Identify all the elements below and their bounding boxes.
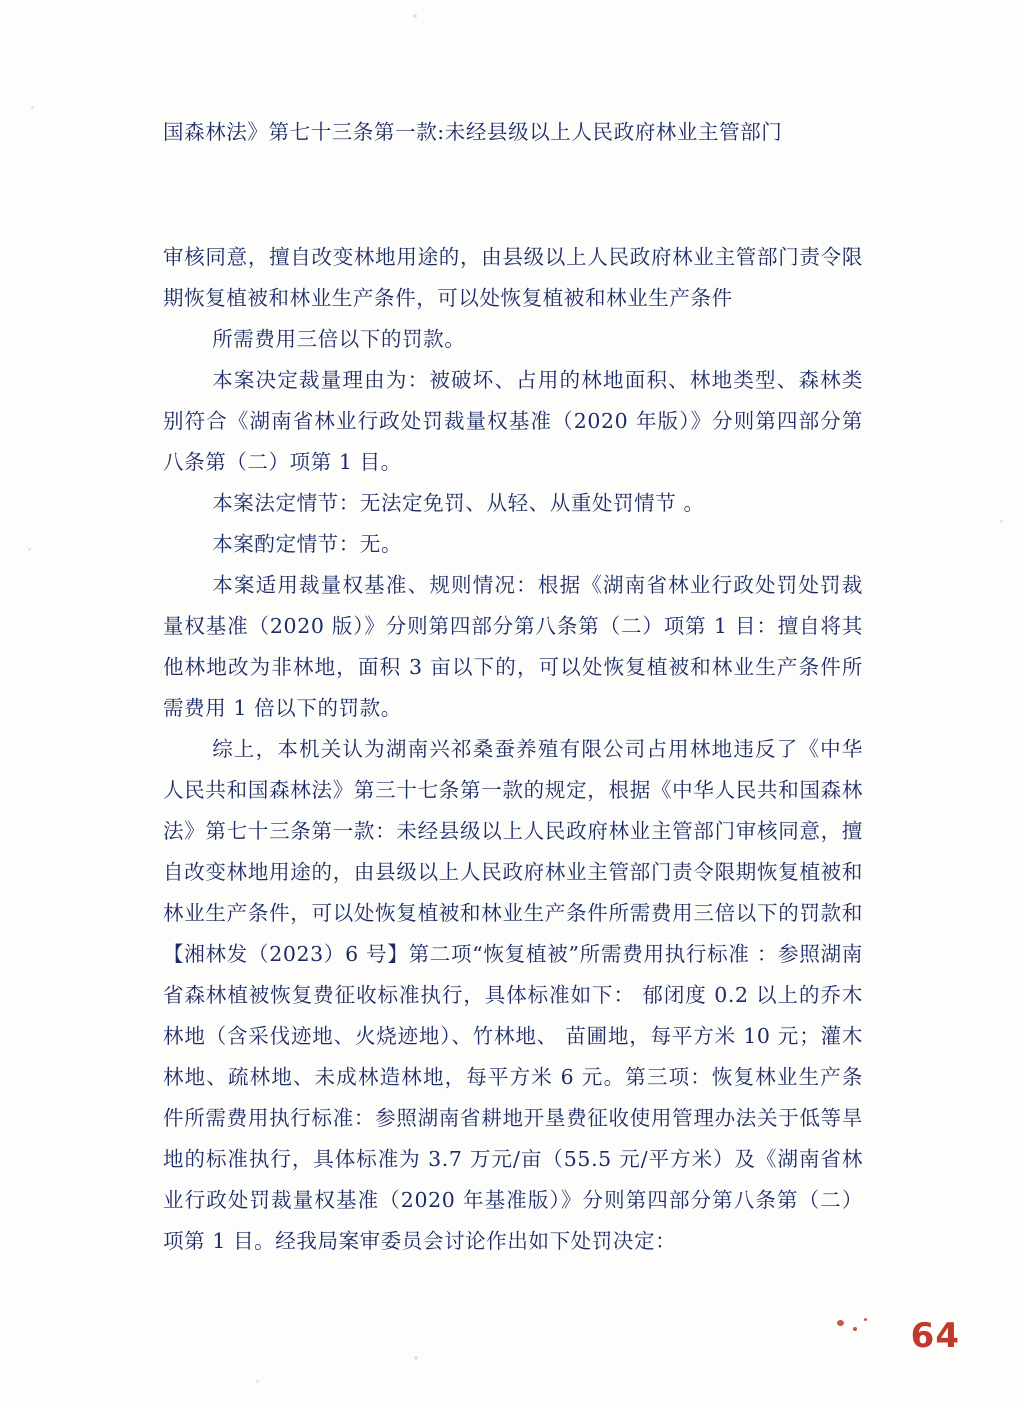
paragraph-penalty-basis: 审核同意，擅自改变林地用途的，由县级以上人民政府林业主管部门责令限期恢复植被和林业生产条件，可以处恢复植被和林业生产条件 — [163, 245, 863, 310]
scan-speck — [414, 1356, 418, 1360]
scan-speck — [413, 14, 417, 18]
red-ink-marks — [837, 1318, 883, 1336]
paragraph-applicable-standard: 本案适用裁量权基准、规则情况：根据《湖南省林业行政处罚处罚裁量权基准（2020 版）》分则第四部分第八条第（二）项第 1 目：擅自将其他林地改为非林地，面积 3 亩以下的，可以处恢复植被和林业生产条件所需费用 1 倍以下的罚款。 — [163, 573, 863, 720]
page-number: 64 — [910, 1316, 960, 1356]
paragraph-conclusion: 综上，本机关认为湖南兴祁桑蚕养殖有限公司占用林地违反了《中华人民共和国森林法》第三十七条第一款的规定，根据《中华人民共和国森林法》第七十三条第一款：未经县级以上人民政府林业主管部门审核同意，擅自改变林地用途的，由县级以上人民政府林业主管部门责令限期恢复植被和林业生产条件，可以处恢复植被和林业生产条件所需费用三倍以下的罚款和【湘林发（2023）6 号】第二项“恢复植被”所需费用执行标准 ：参照湖南省森林植被恢复费征收标准执行，具体标准如下： 郁闭度 0.2 以上的乔木林地（含采伐迹地、火烧迹地）、竹林地、 苗圃地，每平方米 10 元；灌木林地、疏林地、未成林造林地，每平方米 6 元。第三项：恢复林业生产条件所需费用执行标准：参照湖南省耕地开垦费征收使用管理办法关于低等旱地的标准执行，具体标准为 3.7 万元/亩（55.5 元/平方米）及《湖南省林业行政处罚裁量权基准（2020 年基准版）》分则第四部分第八条第（二）项第 1 目。经我局案审委员会讨论作出如下处罚决定： — [163, 737, 863, 1253]
paragraph-statutory-circumstances: 本案法定情节：无法定免罚、从轻、从重处罚情节 。 — [212, 491, 705, 515]
scan-speck — [31, 106, 34, 109]
scan-speck — [256, 1380, 259, 1383]
paragraph-discretion-reason: 本案决定裁量理由为：被破坏、占用的林地面积、林地类型、森林类别符合《湖南省林业行政处罚裁量权基准（2020 年版）》分则第四部分第八条第（二）项第 1 目。 — [163, 368, 863, 474]
paragraph-discretionary-circumstances: 本案酌定情节：无。 — [212, 532, 403, 556]
document-text-body — [163, 112, 863, 1262]
scan-speck — [28, 548, 31, 551]
paragraph-penalty-amount: 所需费用三倍以下的罚款。 — [212, 327, 466, 351]
paragraph-continued-clause: 国森林法》第七十三条第一款:未经县级以上人民政府林业主管部门 — [163, 120, 783, 144]
scan-speck — [1000, 520, 1003, 523]
